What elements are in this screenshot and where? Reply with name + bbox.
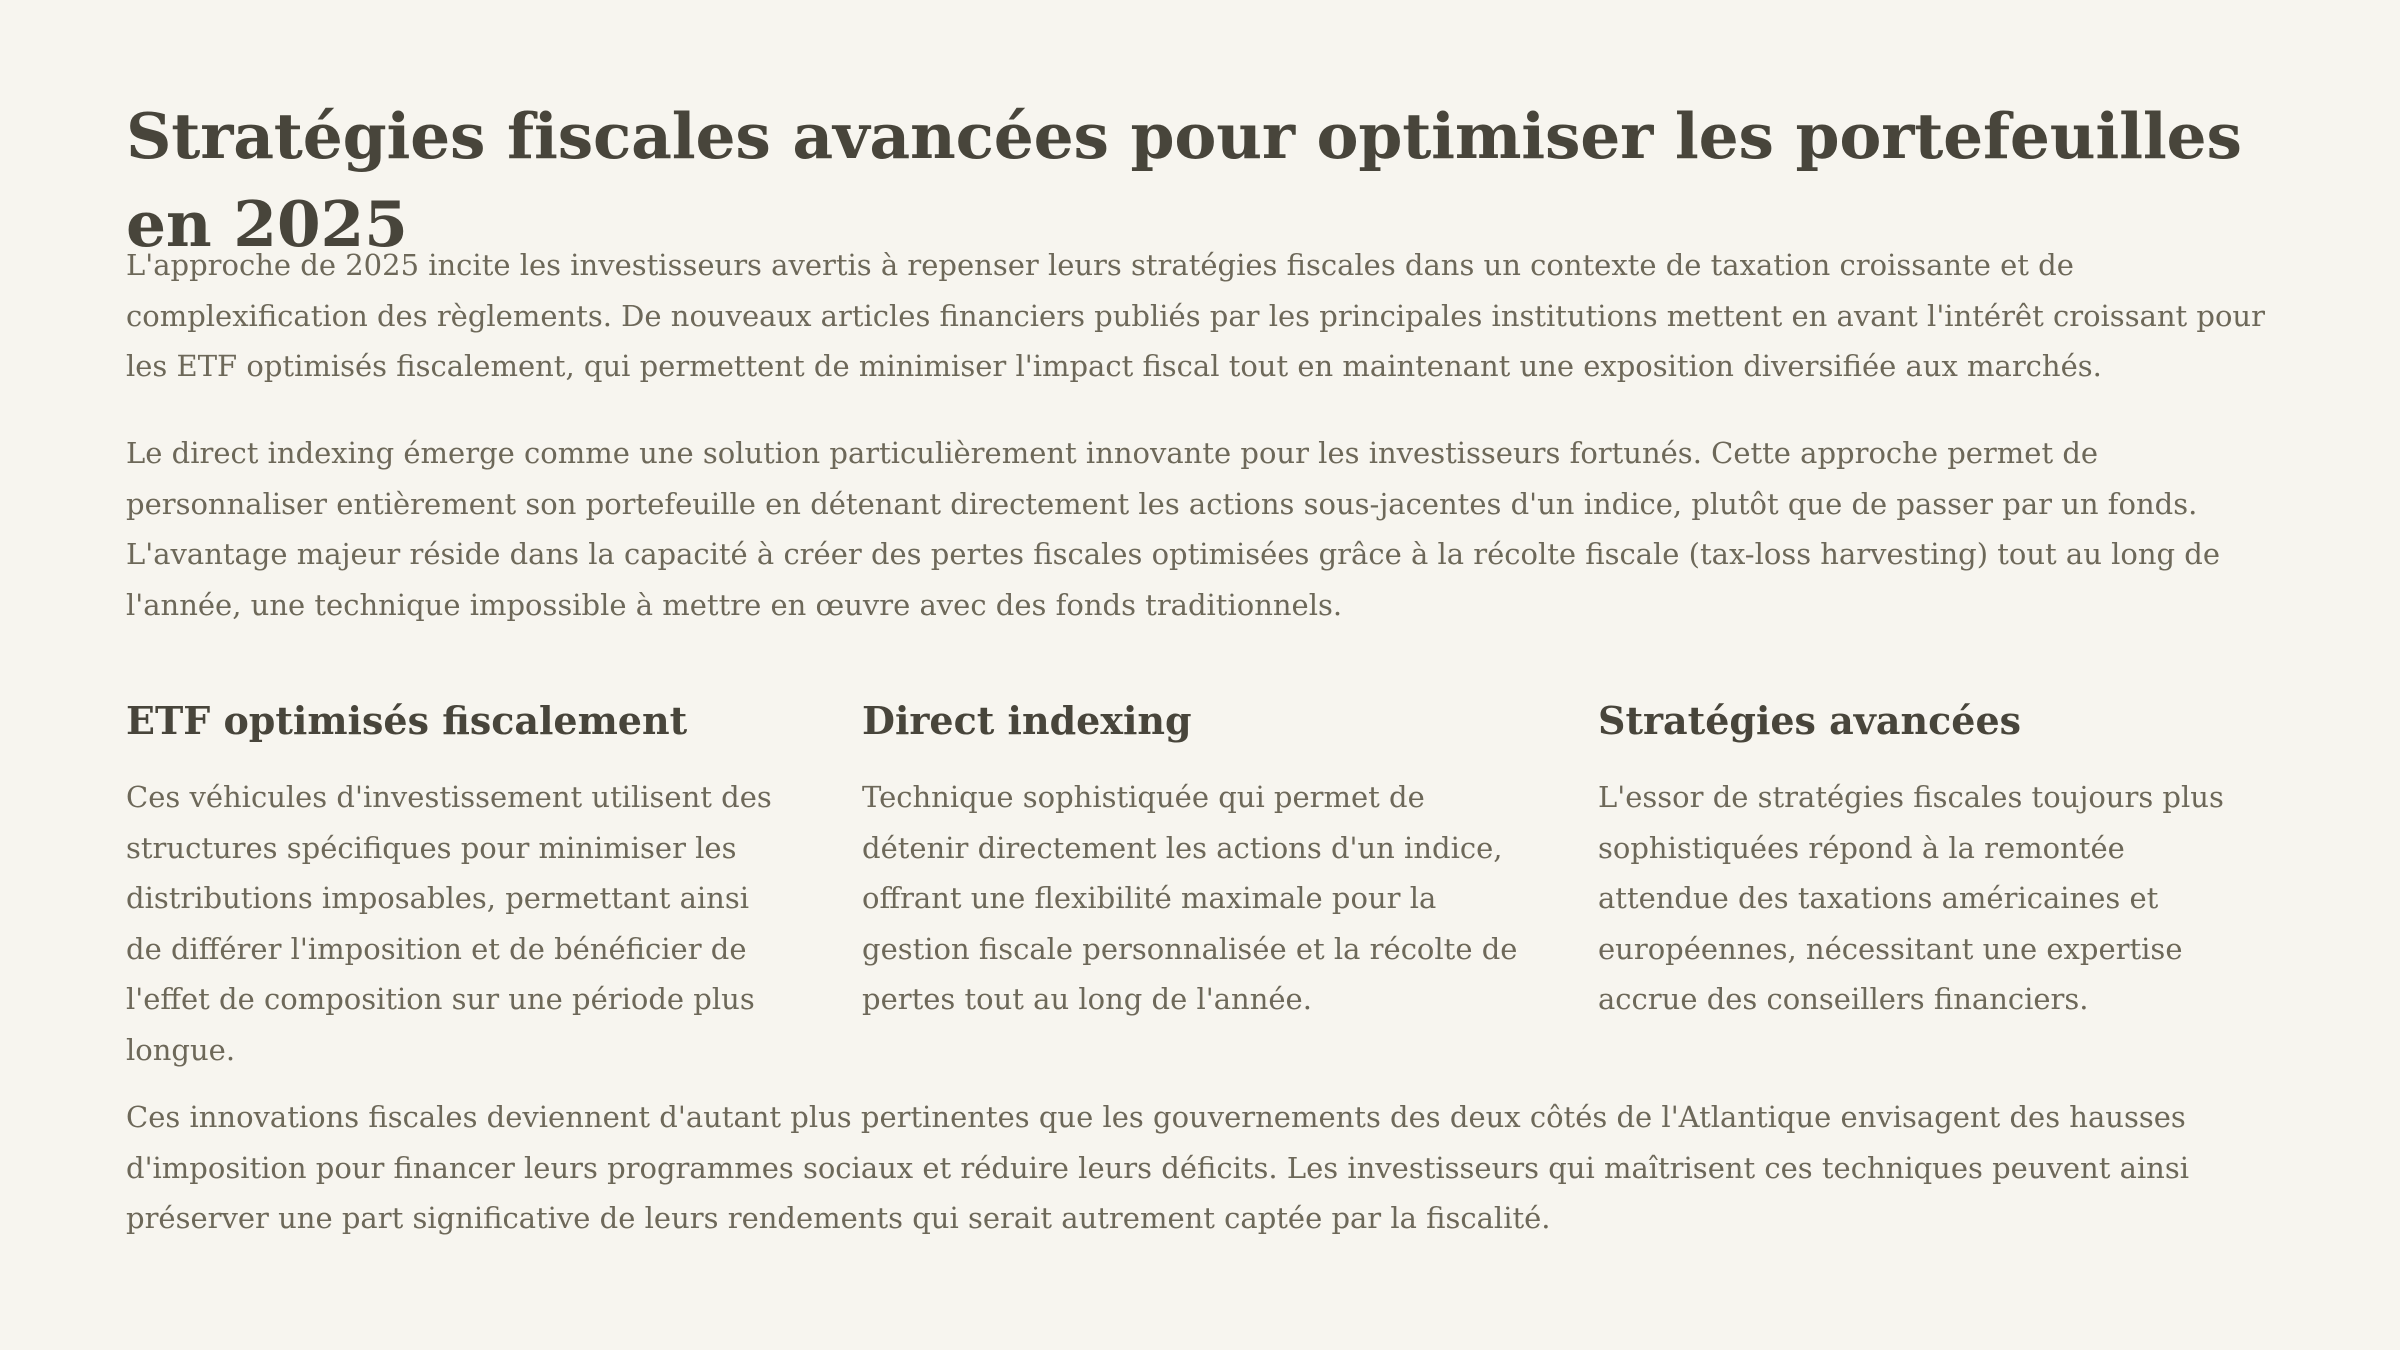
column-text: Technique sophistiquée qui permet de détenir directement les actions d'un indice, offrant une flexibilité maximale pour la gestion fiscale personnalisée et la récolte de pertes tout au long de l'année. [862, 780, 1518, 1016]
column-etf [126, 686, 786, 1075]
direct-indexing-paragraph: Le direct indexing émerge comme une solution particulièrement innovante pour les investisseurs fortunés. Cette approche permet de personnaliser entièrement son portefeuille en détenant directement les actions sous-jacentes d'un indice, plutôt que de passer par un fonds. L'avantage majeur réside dans la capacité à créer des pertes fiscales optimisées grâce à la récolte fiscale (tax-loss harvesting) tout au long de l'année, une technique impossible à mettre en œuvre avec des fonds traditionnels. [126, 436, 2221, 622]
conclusion-paragraph: Ces innovations fiscales deviennent d'autant plus pertinentes que les gouvernements des deux côtés de l'Atlantique envisagent des hausses d'imposition pour financer leurs programmes sociaux et réduire leurs déficits. Les investisseurs qui maîtrisent ces techniques peuvent ainsi préserver une part significative de leurs rendements qui serait autrement captée par la fiscalité. [126, 1100, 2189, 1235]
column-text: L'essor de stratégies fiscales toujours plus sophistiquées répond à la remontée attendue des taxations américaines et européennes, nécessitant une expertise accrue des conseillers financiers. [1598, 780, 2224, 1016]
column-text: Ces véhicules d'investissement utilisent des structures spécifiques pour minimiser les distributions imposables, permettant ainsi de différer l'imposition et de bénéficier de l'effet de composition sur une période plus longue. [126, 780, 772, 1067]
three-column-section [126, 686, 2296, 1075]
column-heading: Direct indexing [862, 698, 1192, 743]
column-heading: ETF optimisés fiscalement [126, 698, 688, 743]
intro-paragraph: L'approche de 2025 incite les investisseurs avertis à repenser leurs stratégies fiscales dans un contexte de taxation croissante et de complexification des règlements. De nouveaux articles financiers publiés par les principales institutions mettent en avant l'intérêt croissant pour les ETF optimisés fiscalement, qui permettent de minimiser l'impact fiscal tout en maintenant une exposition diversifiée aux marchés. [126, 248, 2265, 383]
page-title: Stratégies fiscales avancées pour optimiser les portefeuilles en 2025 [126, 99, 2242, 261]
column-heading: Stratégies avancées [1598, 698, 2022, 743]
column-direct-indexing [862, 686, 1522, 1075]
column-advanced-strategies [1598, 686, 2258, 1075]
